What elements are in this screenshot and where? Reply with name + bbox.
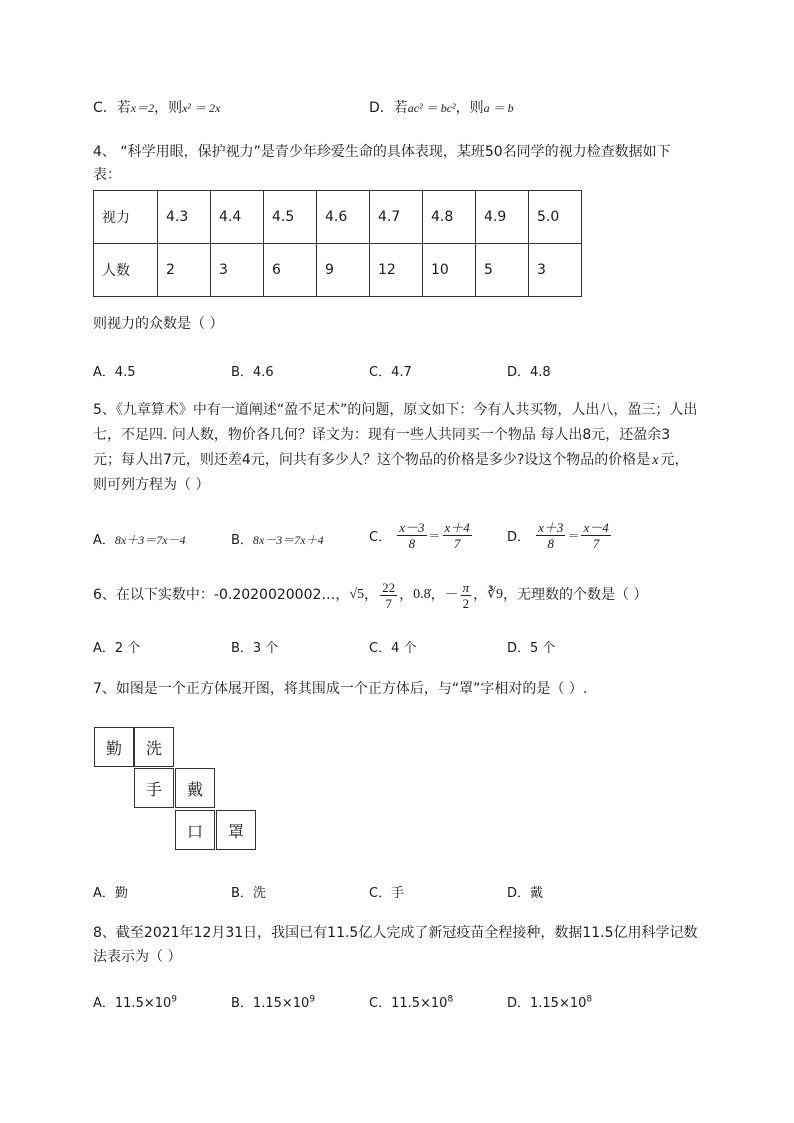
table-cell: 人数 [94, 244, 158, 297]
q5-var-x: x [652, 453, 659, 468]
table-cell: 10 [423, 244, 476, 297]
table-cell: 4.9 [476, 191, 529, 244]
option-text: A．11.5×10 [93, 996, 172, 1011]
q5-line3-end: 元， [660, 452, 689, 468]
table-cell: 5 [476, 244, 529, 297]
table-cell: 4.5 [264, 191, 317, 244]
q5-stem-line3 [93, 449, 688, 472]
sqrt5: √5 [349, 587, 365, 602]
table-cell: 12 [370, 244, 423, 297]
q8-option-a [93, 992, 177, 1011]
frac-den: 7 [385, 595, 392, 611]
frac-den: 7 [453, 536, 461, 551]
q6-option-c: C．4 个 [369, 641, 417, 656]
q5-option-d [507, 520, 613, 551]
table-row [94, 244, 582, 297]
q5-option-a [93, 529, 186, 548]
frac-num: x－4 [583, 520, 609, 535]
option-text: B．1.15×10 [231, 996, 310, 1011]
q7-option-b: B．洗 [231, 886, 266, 901]
q3-c-concl: x² ＝ 2x [182, 101, 221, 115]
q4-option-c: C．4.7 [369, 365, 412, 380]
q3-c-cond: x＝2 [130, 101, 155, 115]
q6-option-a: A．2 个 [93, 641, 141, 656]
q5-d-label: D． [507, 530, 531, 545]
q8-option-b [231, 992, 315, 1011]
net-cell: 洗 [134, 727, 174, 767]
q3-c-sep: ，则 [154, 100, 183, 116]
option-text: D．1.15×10 [507, 996, 587, 1011]
q5-option-c [369, 520, 474, 551]
frac-pi-2 [461, 580, 472, 611]
q3-d-concl: a ＝ b [483, 101, 514, 115]
q4-stem-line1: 4、 “科学用眼，保护视力”是青少年珍爱生命的具体表现，某班50名同学的视力检查数据如下 [93, 144, 671, 160]
q5-a-label: A． [93, 533, 115, 548]
q4-option-d: D．4.8 [507, 365, 551, 380]
q5-d-frac2 [581, 520, 610, 551]
vision-table [93, 190, 582, 297]
net-cell: 口 [175, 810, 215, 850]
table-cell: 4.6 [317, 191, 370, 244]
table-cell: 4.3 [158, 191, 211, 244]
q5-question: 则可列方程为（ ） [93, 477, 210, 493]
table-cell: 4.4 [211, 191, 264, 244]
frac-den: 8 [547, 536, 555, 551]
exponent: 9 [171, 994, 178, 1005]
equals: ＝ [567, 529, 580, 543]
repeating-decimal: 0.8̇ [413, 587, 431, 602]
q5-b-label: B． [231, 533, 253, 548]
q5-a-equation: 8x＋3＝7x－4 [114, 533, 186, 547]
q5-c-frac2 [443, 520, 472, 551]
q4-option-a: A．4.5 [93, 365, 136, 380]
q7-question: 7、如图是一个正方体展开图，将其围成一个正方体后，与“罩”字相对的是（ ）. [93, 681, 588, 697]
q5-option-b [231, 529, 324, 548]
comma: ， [473, 587, 488, 603]
q5-d-frac1 [536, 520, 565, 551]
q8-option-d [507, 992, 592, 1011]
frac-num: π [462, 579, 470, 595]
table-cell: 4.8 [423, 191, 476, 244]
q7-option-c: C．手 [369, 886, 405, 901]
table-cell: 3 [529, 244, 582, 297]
comma: ， [364, 587, 379, 603]
q3-d-sep: ，则 [455, 100, 484, 116]
frac-den: 7 [592, 536, 600, 551]
q3-d-label: D．若 [369, 100, 408, 116]
exponent: 8 [586, 994, 593, 1005]
option-text: C．11.5×10 [369, 996, 448, 1011]
q6-option-b: B．3 个 [231, 641, 279, 656]
q5-b-equation: 8x－3＝7x＋4 [252, 533, 324, 547]
q8-stem-line2: 法表示为（ ） [93, 949, 182, 965]
cbrt9: ∛9 [487, 587, 504, 602]
table-cell: 3 [211, 244, 264, 297]
comma: ，－ [430, 587, 459, 603]
q6-option-d: D．5 个 [507, 641, 556, 656]
q7-option-a: A．勤 [93, 886, 128, 901]
q4-option-b: B．4.6 [231, 365, 274, 380]
q5-stem-line1: 5、《九章算术》中有一道阐述“盈不足术”的问题，原文如下：今有人共买物，人出八，盈三；人出 [93, 402, 698, 418]
q5-c-label: C． [369, 530, 392, 545]
net-cell: 罩 [216, 810, 256, 850]
q8-stem-line1: 8、截至2021年12月31日，我国已有11.5亿人完成了新冠疫苗全程接种，数据11.5亿用科学记数 [93, 925, 698, 941]
q5-stem-line2: 七，不足四. 问人数，物价各几何？译文为：现有一些人共同买一个物品 每人出8元，还盈余3 [93, 427, 671, 443]
q8-option-c [369, 992, 453, 1011]
q5-c-frac1 [397, 520, 426, 551]
frac-num: 22 [382, 579, 396, 595]
table-cell: 5.0 [529, 191, 582, 244]
table-cell: 2 [158, 244, 211, 297]
comma: ， [399, 587, 414, 603]
exponent: 9 [309, 994, 316, 1005]
frac-den: 8 [408, 536, 416, 551]
table-cell: 6 [264, 244, 317, 297]
q3-d-cond: ac² ＝ bc² [407, 101, 456, 115]
table-cell: 视力 [94, 191, 158, 244]
q6-prefix: 6、在以下实数中：-0.2020020002…， [93, 587, 350, 603]
q4-stem-line2: 表： [93, 167, 121, 183]
table-row [94, 191, 582, 244]
q3-option-c [93, 97, 220, 117]
q7-option-d: D．戴 [507, 886, 544, 901]
exponent: 8 [447, 994, 454, 1005]
q3-c-label: C．若 [93, 100, 131, 116]
frac-22-7 [380, 580, 397, 611]
frac-num: x＋4 [444, 520, 470, 535]
q6-suffix: ，无理数的个数是（ ） [503, 587, 648, 603]
q4-question: 则视力的众数是（ ） [93, 316, 224, 332]
net-cell: 勤 [94, 727, 134, 767]
frac-den: 2 [462, 595, 470, 611]
q3-option-d [369, 97, 514, 117]
q5-line3-text: 元；每人出7元，则还差4元，问共有多少人？这个物品的价格是多少?设这个物品的价格是 [93, 452, 651, 468]
net-cell: 戴 [175, 768, 215, 808]
table-cell: 4.7 [370, 191, 423, 244]
net-cell: 手 [134, 768, 174, 808]
frac-num: x＋3 [538, 520, 564, 535]
table-cell: 9 [317, 244, 370, 297]
equals: ＝ [428, 529, 441, 543]
q6-stem [93, 578, 647, 612]
frac-num: x－3 [399, 520, 425, 535]
